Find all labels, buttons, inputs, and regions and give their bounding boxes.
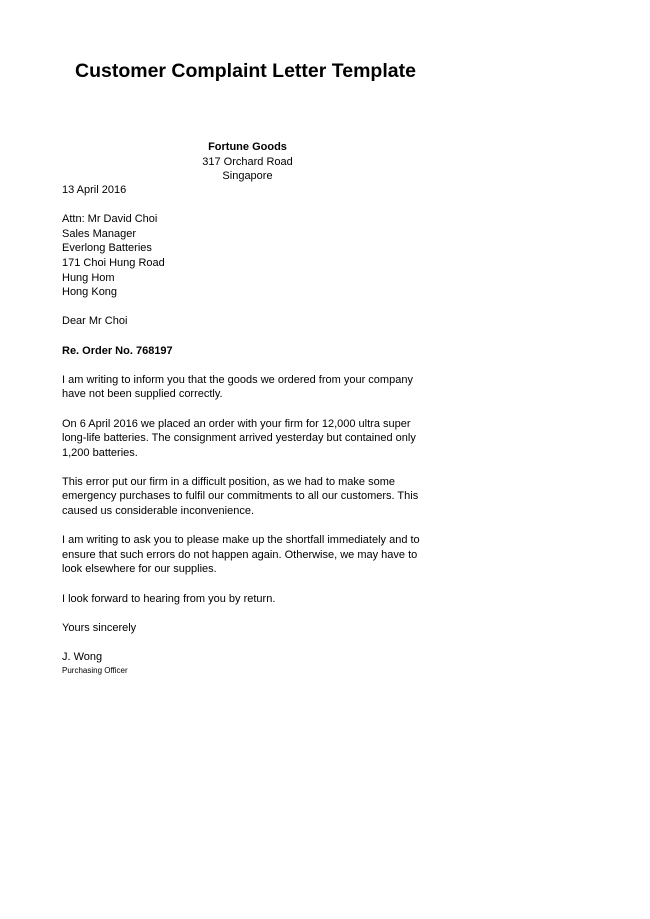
subject-line: Re. Order No. 768197 [62,344,173,357]
recipient-position: Sales Manager [62,227,136,240]
paragraph-2 [62,417,442,461]
paragraph-1 [62,373,442,402]
recipient-attn: Attn: Mr David Choi [62,213,158,226]
paragraph-line: On 6 April 2016 we placed an order with your firm for 12,000 ultra super [62,417,411,430]
recipient-address [62,212,442,300]
paragraph-5 [62,592,442,607]
recipient-company: Everlong Batteries [62,242,152,255]
signature-title: Purchasing Officer [62,665,128,675]
sender-address [190,140,305,184]
recipient-country: Hong Kong [62,286,118,299]
document-title: Customer Complaint Letter Template [75,60,416,82]
paragraph-line: caused us considerable inconvenience. [62,505,255,518]
paragraph-3 [62,475,442,519]
letter-date: 13 April 2016 [62,184,127,196]
paragraph-line: This error put our firm in a difficult position, as we had to make some [62,475,395,488]
paragraph-line: look elsewhere for our supplies. [62,563,217,576]
recipient-street: 171 Choi Hung Road [62,256,165,269]
paragraph-line: I look forward to hearing from you by return. [62,592,276,605]
paragraph-line: I am writing to inform you that the goods we ordered from your company [62,373,413,386]
salutation: Dear Mr Choi [62,315,128,328]
paragraph-line: long-life batteries. The consignment arrived yesterday but contained only [62,432,416,445]
sender-street: 317 Orchard Road [202,155,293,168]
paragraph-line: have not been supplied correctly. [62,388,223,401]
paragraph-line: emergency purchases to fulfil our commitments to all our customers. This [62,490,419,503]
paragraph-4 [62,533,442,577]
paragraph-line: 1,200 batteries. [62,446,138,459]
paragraph-line: ensure that such errors do not happen again. Otherwise, we may have to [62,548,418,561]
sender-name: Fortune Goods [208,141,287,153]
letter-body [62,183,442,676]
paragraph-line: I am writing to ask you to please make up the shortfall immediately and to [62,534,420,547]
signature-name: J. Wong [62,651,103,663]
closing: Yours sincerely [62,621,137,634]
sender-city: Singapore [222,170,273,183]
recipient-district: Hung Hom [62,271,115,284]
